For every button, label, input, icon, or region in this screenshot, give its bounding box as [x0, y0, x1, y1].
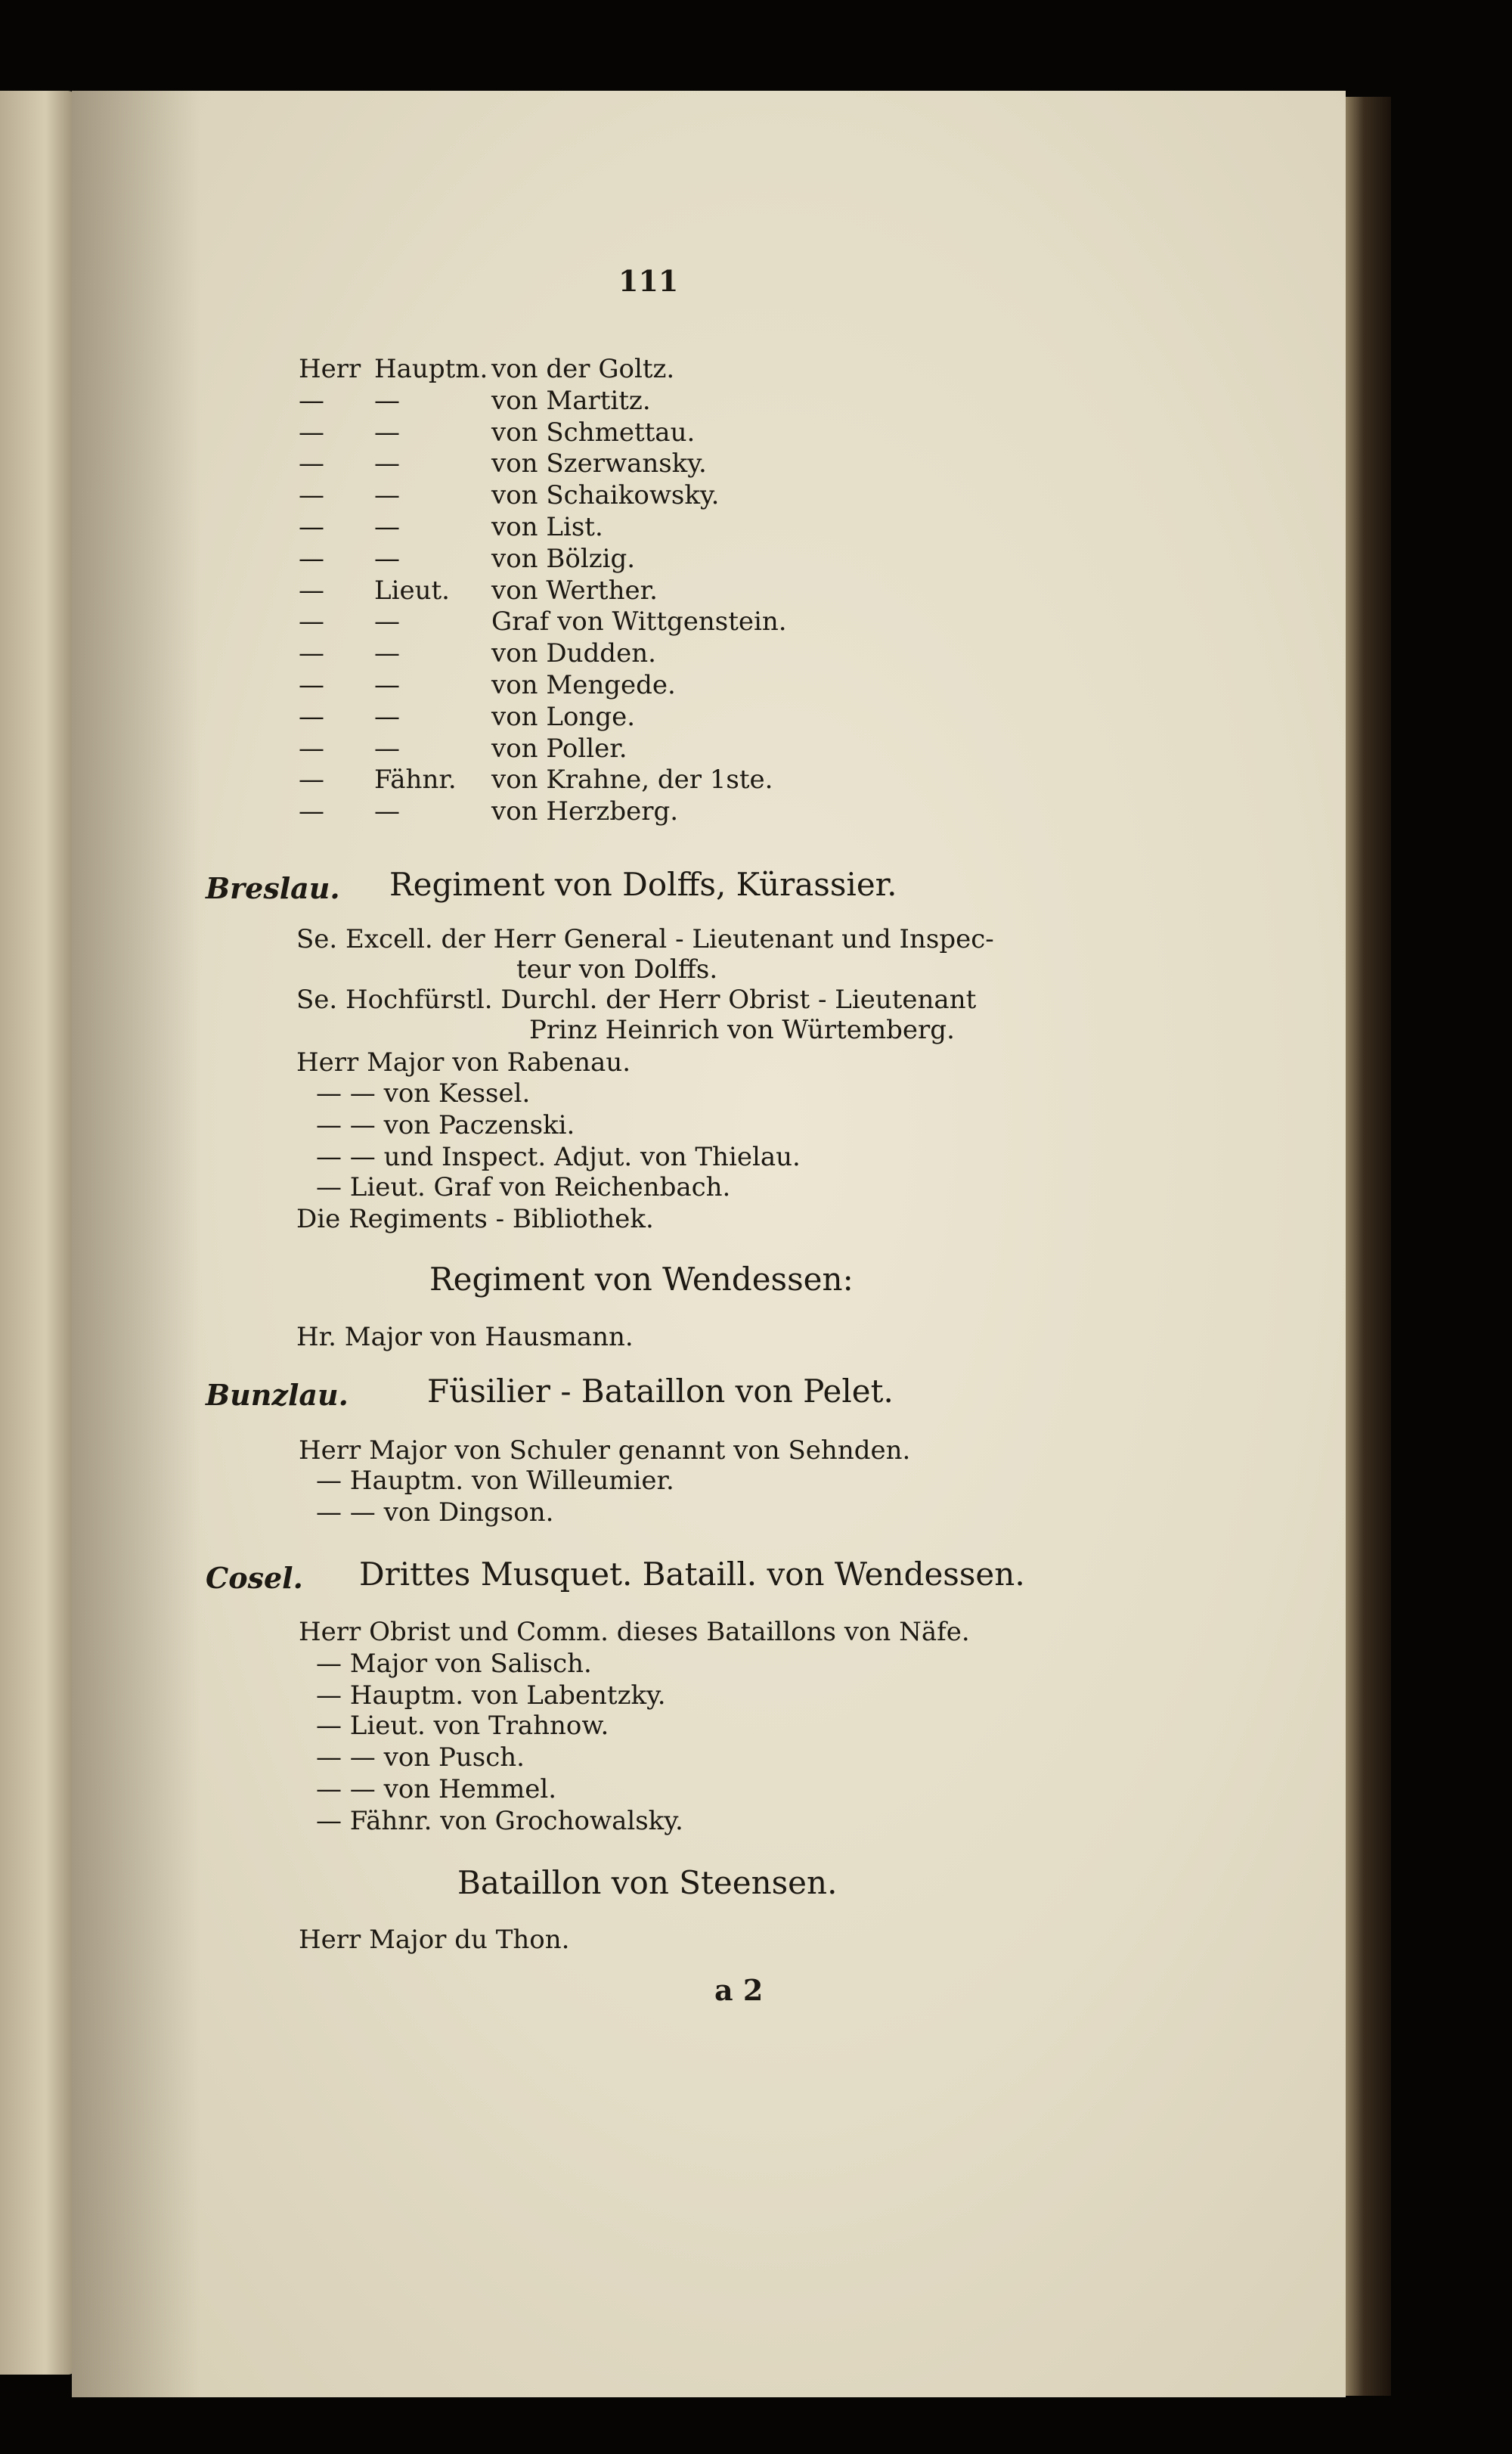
goltz-entry-b: Lieut.: [374, 575, 450, 606]
breslau-line: Herr Major von Rabenau.: [296, 1047, 631, 1078]
goltz-entry-name: von der Goltz.: [491, 354, 675, 384]
goltz-entry-name: von Werther.: [491, 575, 658, 606]
goltz-entry-a: —: [299, 448, 324, 479]
cosel-line: Herr Obrist und Comm. dieses Bataillons von Näfe.: [299, 1617, 970, 1647]
heading-fusilier-bataillon-pelet: Füsilier - Bataillon von Pelet.: [427, 1373, 894, 1410]
goltz-entry-name: von Herzberg.: [491, 796, 679, 827]
goltz-entry-b: —: [374, 544, 400, 574]
heading-bataillon-steensen: Bataillon von Steensen.: [457, 1864, 838, 1901]
place-breslau: Breslau.: [206, 871, 340, 905]
goltz-entry-a: —: [299, 638, 324, 669]
goltz-entry-b: —: [374, 512, 400, 542]
goltz-entry-name: von Mengede.: [491, 670, 676, 700]
breslau-line: Prinz Heinrich von Würtemberg.: [529, 1015, 955, 1045]
goltz-entry-b: —: [374, 702, 400, 732]
goltz-entry-b: —: [374, 607, 400, 637]
goltz-entry-b: Fähnr.: [374, 765, 457, 795]
goltz-entry-name: von Szerwansky.: [491, 448, 707, 479]
goltz-entry-name: von List.: [491, 512, 603, 542]
heading-musquet-bataillon-wendessen: Drittes Musquet. Bataill. von Wendessen.: [359, 1556, 1025, 1593]
goltz-entry-a: —: [299, 607, 324, 637]
goltz-entry-a: —: [299, 670, 324, 700]
page-number: 111: [618, 264, 679, 298]
goltz-entry-b: —: [374, 448, 400, 479]
goltz-entry-name: von Martitz.: [491, 386, 651, 416]
goltz-entry-b: —: [374, 386, 400, 416]
breslau-line: — — von Kessel.: [316, 1078, 531, 1109]
breslau-line: Die Regiments - Bibliothek.: [296, 1204, 654, 1234]
goltz-entry-a: —: [299, 512, 324, 542]
goltz-entry-a: —: [299, 544, 324, 574]
goltz-entry-b: —: [374, 734, 400, 764]
heading-regiment-wendessen: Regiment von Wendessen:: [429, 1261, 854, 1298]
cosel-line: — Lieut. von Trahnow.: [316, 1711, 609, 1741]
breslau-line: — Lieut. Graf von Reichenbach.: [316, 1172, 731, 1202]
goltz-entry-a: —: [299, 480, 324, 510]
place-bunzlau: Bunzlau.: [206, 1378, 349, 1412]
goltz-entry-b: —: [374, 796, 400, 827]
cosel-line: — Major von Salisch.: [316, 1649, 592, 1679]
cosel-line: — Hauptm. von Labentzky.: [316, 1680, 666, 1711]
page-fore-edge: [1346, 97, 1391, 2396]
cosel-line: — — von Hemmel.: [316, 1774, 557, 1804]
goltz-entry-name: von Poller.: [491, 734, 627, 764]
breslau-line: Se. Hochfürstl. Durchl. der Herr Obrist - Lieutenant: [296, 985, 977, 1015]
facing-page-edge: [0, 91, 76, 2375]
goltz-entry-name: von Dudden.: [491, 638, 656, 669]
bunzlau-line: — Hauptm. von Willeumier.: [316, 1466, 674, 1496]
goltz-entry-b: —: [374, 417, 400, 448]
wendessen-line: Hr. Major von Hausmann.: [296, 1322, 634, 1352]
bunzlau-line: Herr Major von Schuler genannt von Sehnden.: [299, 1435, 911, 1466]
goltz-entry-name: Graf von Wittgenstein.: [491, 607, 787, 637]
page-gutter-shadow: [72, 91, 200, 2397]
breslau-line: teur von Dolffs.: [516, 954, 718, 985]
breslau-line: Se. Excell. der Herr General - Lieutenant und Inspec-: [296, 924, 994, 954]
goltz-entry-a: —: [299, 796, 324, 827]
goltz-entry-a: Herr: [299, 354, 361, 384]
book-page: [72, 91, 1346, 2397]
goltz-entry-name: von Bölzig.: [491, 544, 636, 574]
cosel-line: — Fähnr. von Grochowalsky.: [316, 1806, 683, 1836]
goltz-entry-name: von Longe.: [491, 702, 636, 732]
steensen-line: Herr Major du Thon.: [299, 1925, 570, 1955]
goltz-entry-name: von Schmettau.: [491, 417, 696, 448]
goltz-entry-b: —: [374, 670, 400, 700]
goltz-entry-a: —: [299, 702, 324, 732]
goltz-entry-b: Hauptm.: [374, 354, 488, 384]
goltz-entry-a: —: [299, 386, 324, 416]
goltz-entry-a: —: [299, 575, 324, 606]
breslau-line: — — von Paczenski.: [316, 1110, 575, 1140]
place-cosel: Cosel.: [206, 1561, 303, 1595]
goltz-entry-name: von Krahne, der 1ste.: [491, 765, 773, 795]
goltz-entry-a: —: [299, 734, 324, 764]
heading-regiment-dolffs: Regiment von Dolffs, Kürassier.: [389, 866, 897, 903]
goltz-entry-b: —: [374, 480, 400, 510]
goltz-entry-a: —: [299, 765, 324, 795]
goltz-entry-a: —: [299, 417, 324, 448]
cosel-line: — — von Pusch.: [316, 1742, 525, 1773]
breslau-line: — — und Inspect. Adjut. von Thielau.: [316, 1142, 801, 1172]
goltz-entry-b: —: [374, 638, 400, 669]
signature-mark: a 2: [714, 1973, 764, 2007]
bunzlau-line: — — von Dingson.: [316, 1497, 554, 1528]
goltz-entry-name: von Schaikowsky.: [491, 480, 720, 510]
